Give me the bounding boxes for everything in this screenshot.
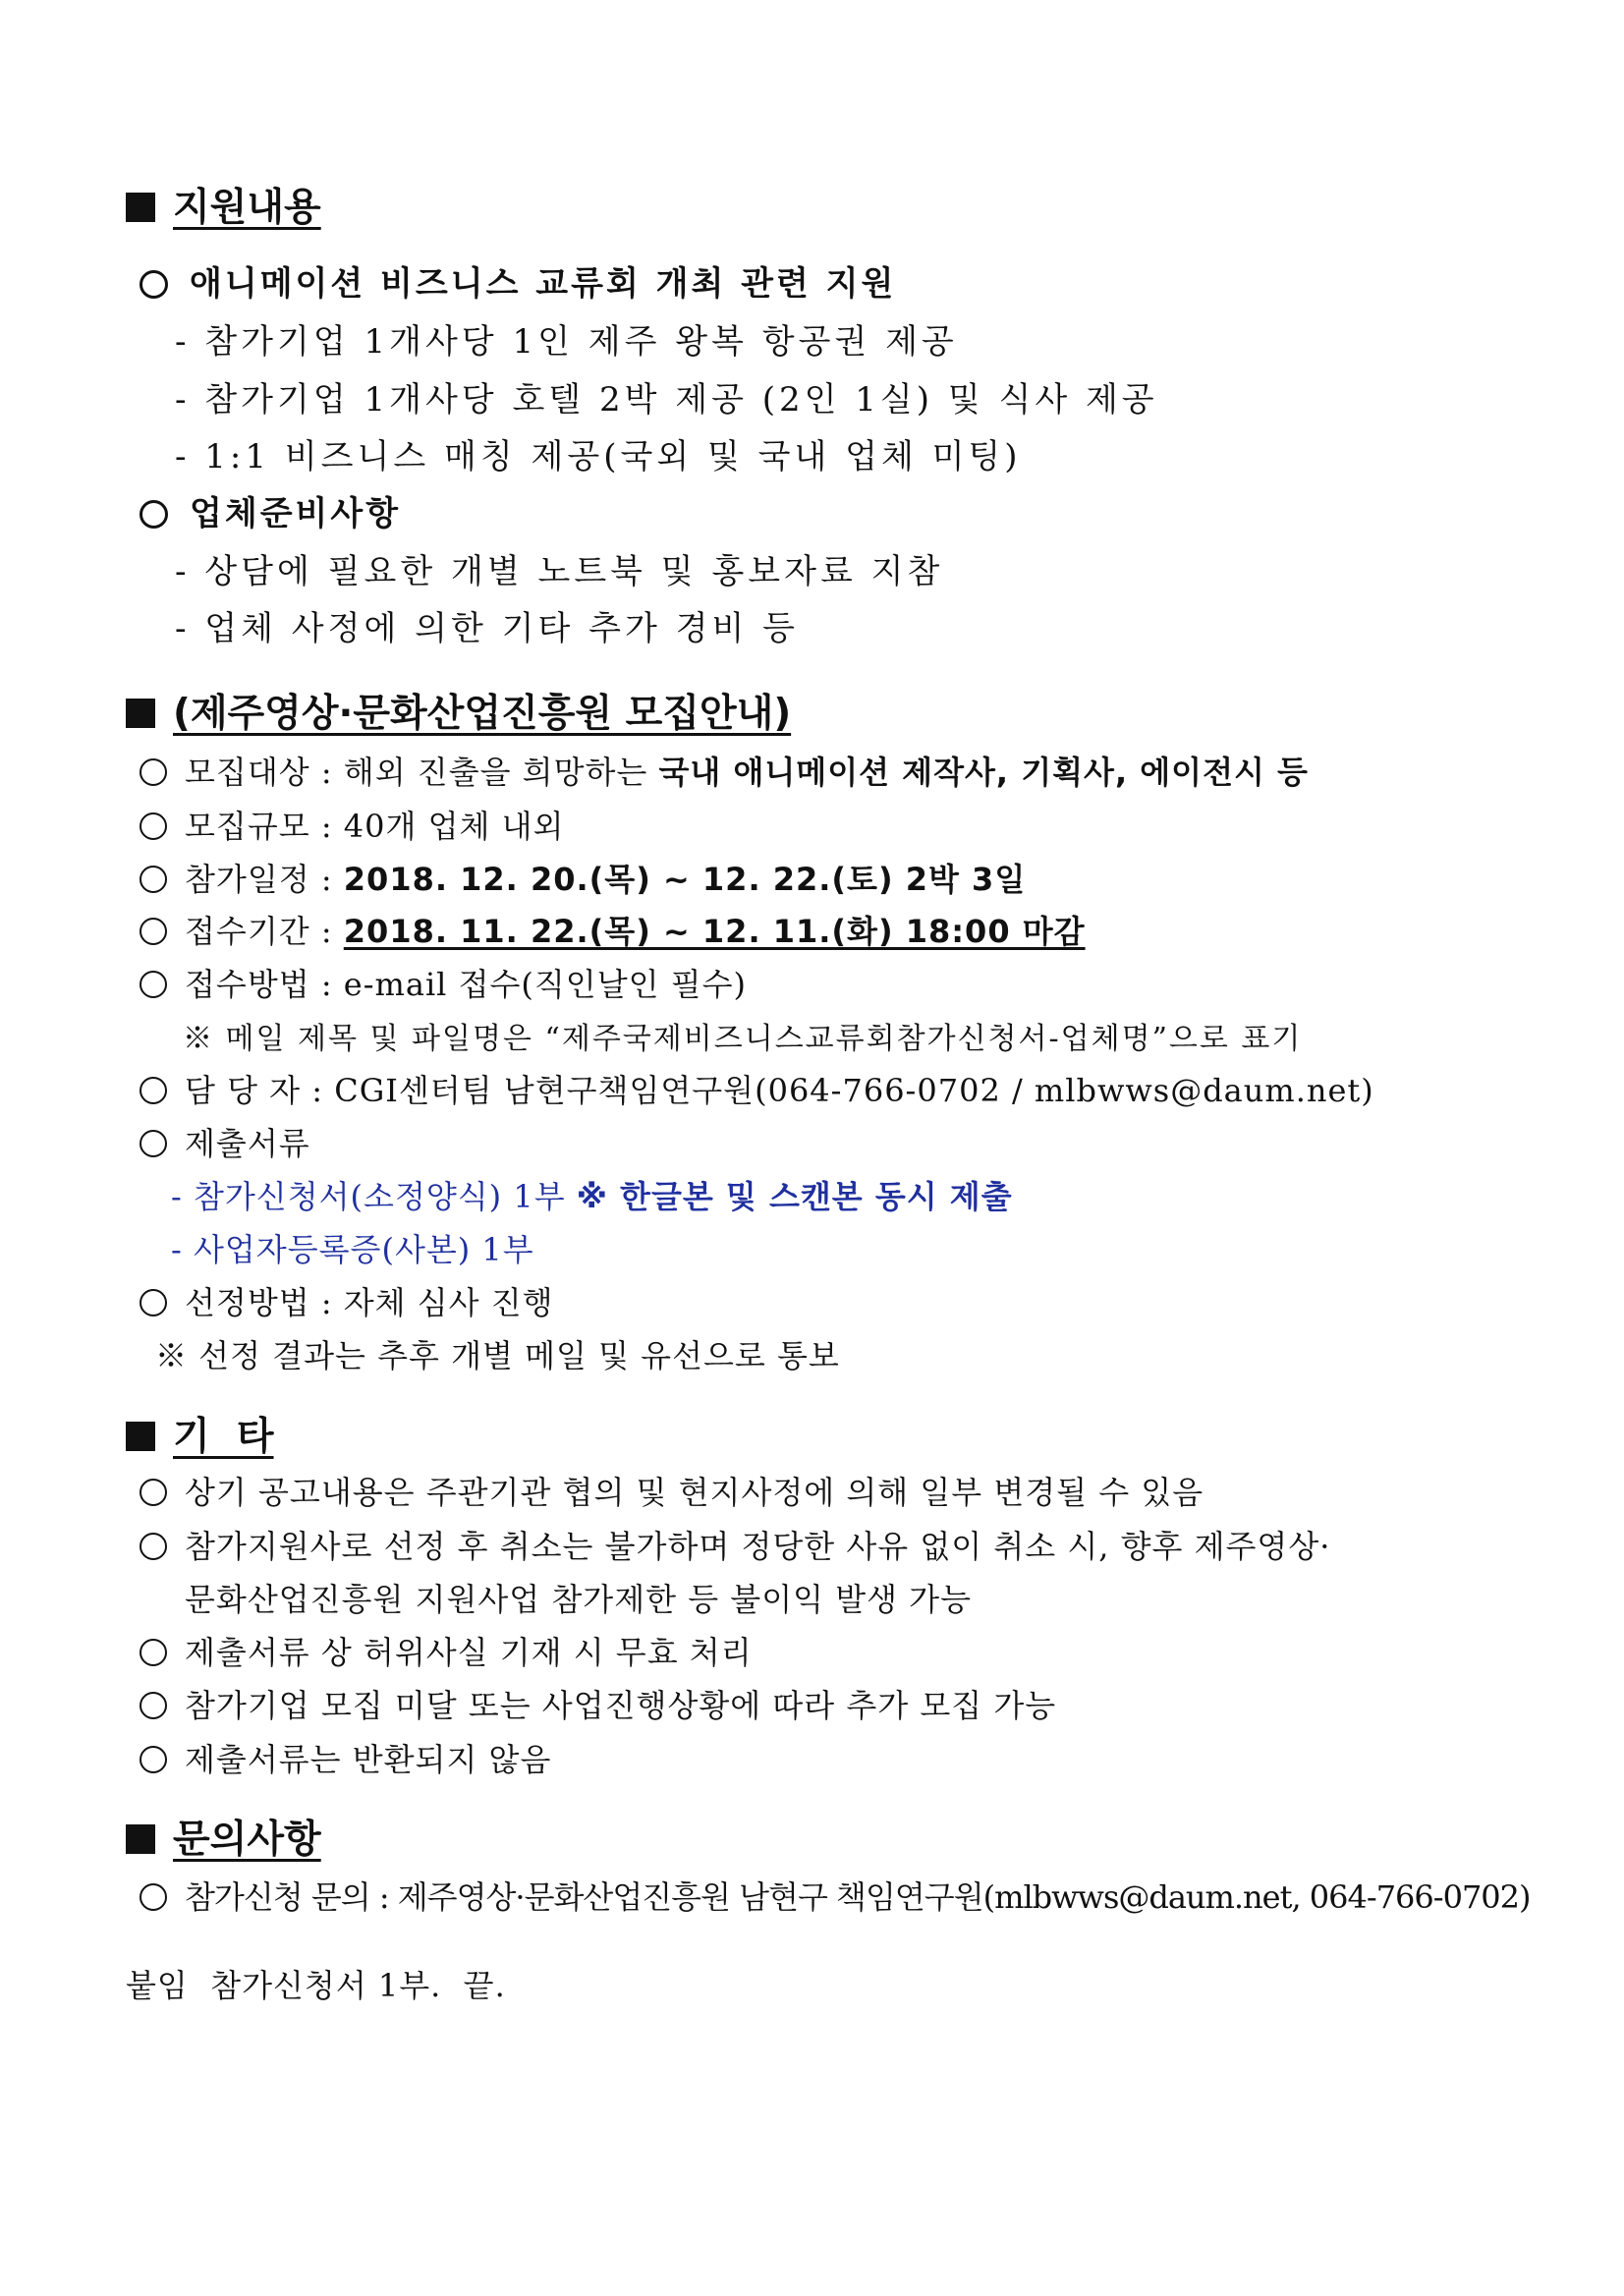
- etc-item: 제출서류는 반환되지 않음: [140, 1744, 551, 1775]
- circle-bullet-icon: [140, 270, 168, 299]
- circle-bullet-icon: [140, 1289, 167, 1316]
- document-business-registration: - 사업자등록증(사본) 1부: [171, 1231, 534, 1268]
- circle-bullet-icon: [140, 812, 167, 840]
- section-heading-recruitment: (제주영상·문화산업진흥원 모집안내): [126, 695, 791, 733]
- circle-bullet-icon: [140, 971, 167, 998]
- application-method-note: ※ 메일 제목 및 파일명은 “제주국제비즈니스교류회참가신청서-업체명”으로 표기: [183, 1022, 1303, 1056]
- etc-item: 참가지원사로 선정 후 취소는 불가하며 정당한 사유 없이 취소 시, 향후 제주영상·: [140, 1531, 1330, 1562]
- circle-bullet-icon: [140, 1692, 167, 1719]
- circle-bullet-icon: [140, 1883, 167, 1911]
- etc-item: 상기 공고내용은 주관기관 협의 및 현지사정에 의해 일부 변경될 수 있음: [140, 1477, 1204, 1508]
- circle-bullet-icon: [140, 1077, 167, 1104]
- circle-bullet-icon: [140, 500, 168, 529]
- black-square-bullet-icon: [126, 1824, 155, 1854]
- etc-item: 참가기업 모집 미달 또는 사업진행상황에 따라 추가 모집 가능: [140, 1690, 1056, 1721]
- contact-person: 담 당 자 : CGI센터팀 남현구책임연구원(064-766-0702 / mlbwws@daum.net): [140, 1075, 1374, 1106]
- preparation-sub-item: - 상담에 필요한 개별 노트북 및 홍보자료 지참: [175, 552, 944, 591]
- black-square-bullet-icon: [126, 193, 155, 222]
- support-sub-item: - 참가기업 1개사당 1인 제주 왕복 항공권 제공: [175, 322, 958, 362]
- preparation-item-title: 업체준비사항: [140, 497, 401, 531]
- document-application-form: - 참가신청서(소정양식) 1부 ※ 한글본 및 스캔본 동시 제출: [171, 1178, 1013, 1215]
- selection-note: ※ 선정 결과는 추후 개별 메일 및 유선으로 통보: [155, 1337, 840, 1374]
- support-sub-item: - 1:1 비즈니스 매칭 제공(국외 및 국내 업체 미팅): [175, 437, 1022, 476]
- application-period: 접수기간 : 2018. 11. 22.(목) ~ 12. 11.(화) 18:00 마감: [140, 916, 1086, 947]
- participation-schedule: 참가일정 : 2018. 12. 20.(목) ~ 12. 22.(토) 2박 3일: [140, 864, 1026, 895]
- circle-bullet-icon: [140, 918, 167, 945]
- circle-bullet-icon: [140, 1533, 167, 1560]
- selection-method: 선정방법 : 자체 심사 진행: [140, 1287, 554, 1318]
- circle-bullet-icon: [140, 1130, 167, 1157]
- circle-bullet-icon: [140, 866, 167, 893]
- recruit-target: 모집대상 : 해외 진출을 희망하는 국내 애니메이션 제작사, 기획사, 에이전시 등: [140, 756, 1309, 788]
- preparation-sub-item: - 업체 사정에 의한 기타 추가 경비 등: [175, 609, 799, 648]
- support-item-title: 애니메이션 비즈니스 교류회 개최 관련 지원: [140, 267, 896, 301]
- attachment-line: 붙임 참가신청서 1부. 끝.: [126, 1967, 506, 2004]
- black-square-bullet-icon: [126, 1422, 155, 1451]
- circle-bullet-icon: [140, 1746, 167, 1773]
- etc-item-continuation: 문화산업진흥원 지원사업 참가제한 등 불이익 발생 가능: [185, 1581, 973, 1618]
- submission-documents-title: 제출서류: [140, 1128, 310, 1159]
- section-heading-inquiry: 문의사항: [126, 1820, 321, 1859]
- application-method: 접수방법 : e-mail 접수(직인날인 필수): [140, 969, 747, 1000]
- section-heading-etc: 기 타: [126, 1418, 274, 1456]
- support-sub-item: - 참가기업 1개사당 호텔 2박 제공 (2인 1실) 및 식사 제공: [175, 380, 1158, 420]
- circle-bullet-icon: [140, 1639, 167, 1666]
- inquiry-contact: 참가신청 문의 : 제주영상·문화산업진흥원 남현구 책임연구원(mlbwws@daum.net, 064-766-0702): [140, 1881, 1531, 1913]
- section-heading-support: 지원내용: [126, 189, 321, 227]
- circle-bullet-icon: [140, 1479, 167, 1506]
- circle-bullet-icon: [140, 758, 167, 786]
- recruit-scale: 모집규모 : 40개 업체 내외: [140, 811, 564, 842]
- etc-item: 제출서류 상 허위사실 기재 시 무효 처리: [140, 1637, 753, 1668]
- black-square-bullet-icon: [126, 699, 155, 728]
